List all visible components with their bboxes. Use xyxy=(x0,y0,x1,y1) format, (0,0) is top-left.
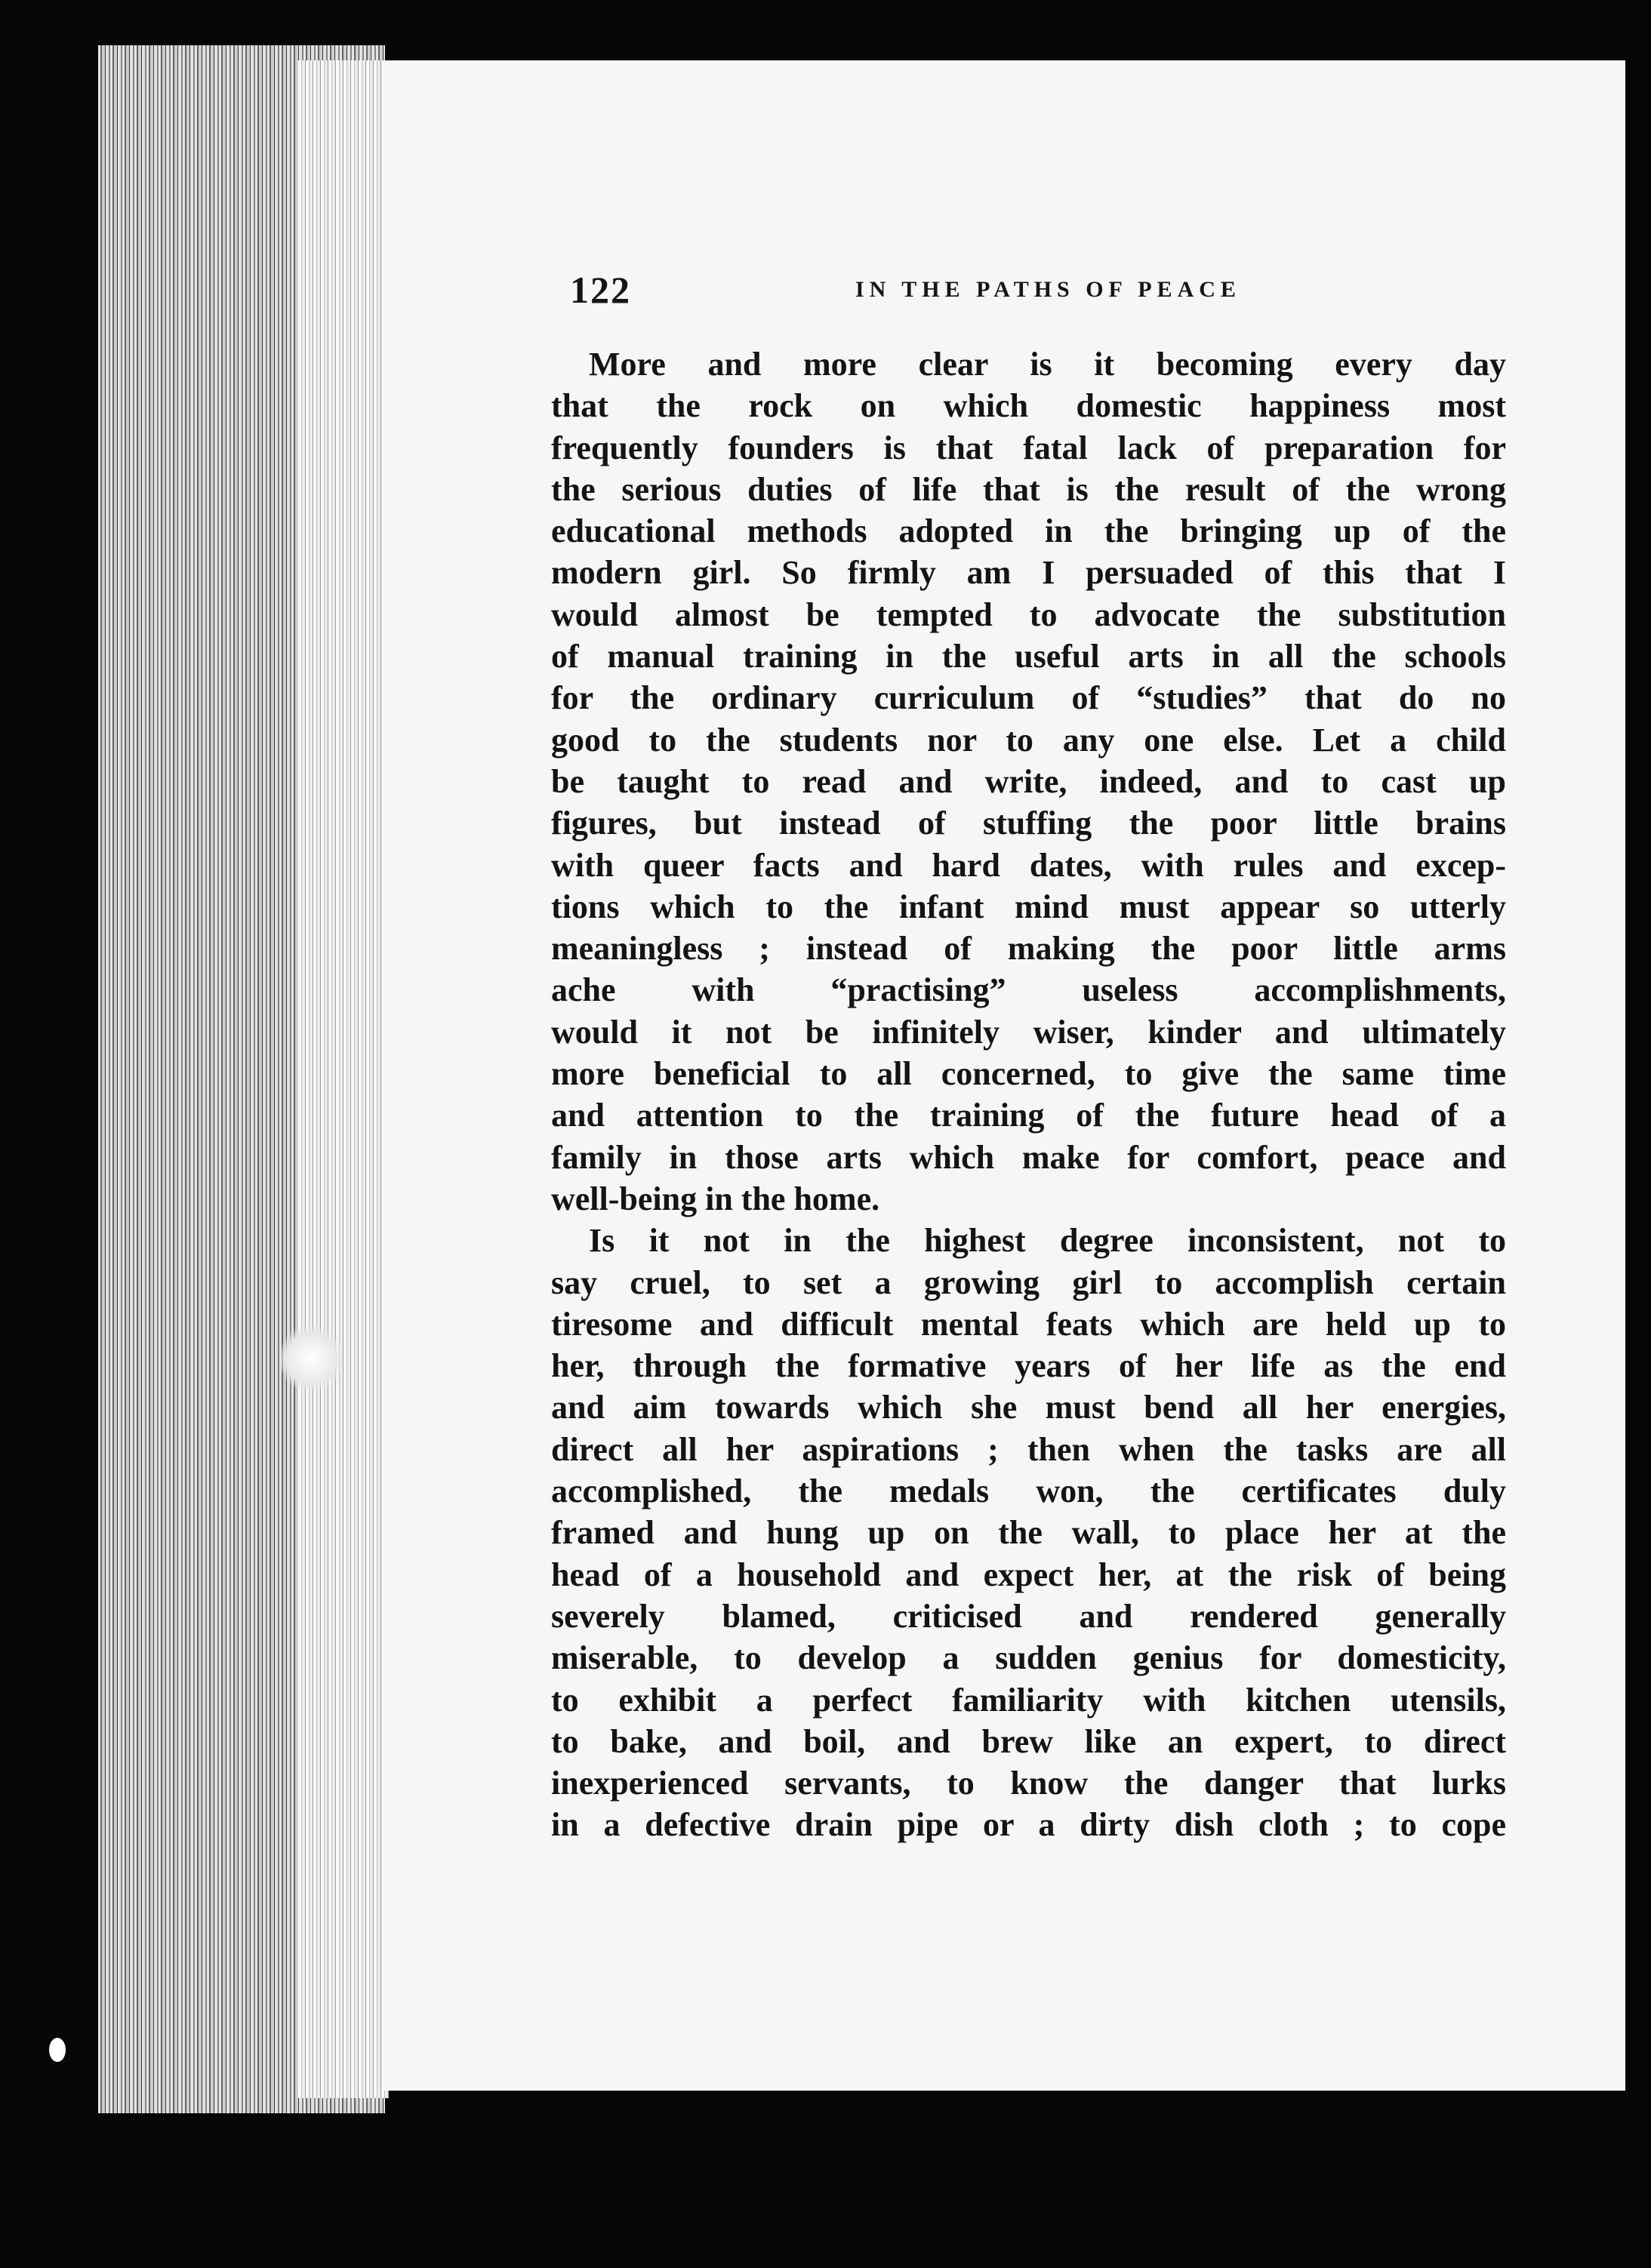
text-line: would it not be infinitely wiser, kinder and ultimately xyxy=(551,1013,1506,1051)
text-line: framed and hung up on the wall, to place her at the xyxy=(551,1514,1506,1552)
text-line: for the ordinary curriculum of “studies” that do no xyxy=(551,679,1506,717)
text-line: figures, but instead of stuffing the poor little brains xyxy=(551,805,1506,842)
text-line: head of a household and expect her, at the risk of being xyxy=(551,1556,1506,1593)
text-line: the serious duties of life that is the result of the wrong xyxy=(551,470,1506,508)
text-line: in a defective drain pipe or a dirty dish cloth ; to cope xyxy=(551,1806,1506,1844)
book-page-edges-inner xyxy=(298,60,389,2098)
text-line: and aim towards which she must bend all her energies, xyxy=(551,1389,1506,1426)
text-line: and attention to the training of the future head of a xyxy=(551,1097,1506,1134)
text-line: well-being in the home. xyxy=(551,1180,880,1217)
text-line: tiresome and difficult mental feats which are held up to xyxy=(551,1305,1506,1343)
text-line: severely blamed, criticised and rendered generally xyxy=(551,1597,1506,1635)
text-line: ache with “practising” useless accomplishments, xyxy=(551,971,1506,1009)
text-line: to bake, and boil, and brew like an expert, to direct xyxy=(551,1722,1506,1760)
text-line: meaningless ; instead of making the poor little arms xyxy=(551,930,1506,968)
text-line: Is it not in the highest degree inconsistent, not to xyxy=(589,1222,1506,1260)
text-line: be taught to read and write, indeed, and to cast up xyxy=(551,762,1506,800)
text-line: more beneficial to all concerned, to give the same time xyxy=(551,1055,1506,1093)
ink-blot xyxy=(49,2038,66,2062)
text-line: good to the students nor to any one else. Let a child xyxy=(551,721,1506,759)
text-line: say cruel, to set a growing girl to accomplish certain xyxy=(551,1263,1506,1301)
running-head: IN THE PATHS OF PEACE xyxy=(855,277,1241,302)
text-line: modern girl. So firmly am I persuaded of this that I xyxy=(551,554,1506,592)
text-line: of manual training in the useful arts in all the schools xyxy=(551,638,1506,675)
text-line: with queer facts and hard dates, with rules and excep- xyxy=(551,846,1506,884)
text-line: educational methods adopted in the bringing up of the xyxy=(551,512,1506,550)
page-number: 122 xyxy=(570,269,631,311)
text-line: accomplished, the medals won, the certificates duly xyxy=(551,1473,1506,1510)
text-line: to exhibit a perfect familiarity with kitchen utensils, xyxy=(551,1681,1506,1719)
text-line: would almost be tempted to advocate the substitution xyxy=(551,595,1506,633)
text-line: More and more clear is it becoming every day xyxy=(589,346,1506,383)
text-line: family in those arts which make for comfort, peace and xyxy=(551,1138,1506,1176)
page-smudge xyxy=(281,1325,341,1392)
text-line: miserable, to develop a sudden genius for domesticity, xyxy=(551,1639,1506,1677)
text-line: inexperienced servants, to know the danger that lurks xyxy=(551,1765,1506,1802)
text-line: that the rock on which domestic happiness most xyxy=(551,387,1506,425)
text-line: tions which to the infant mind must appear so utterly xyxy=(551,888,1506,925)
text-line: direct all her aspirations ; then when the tasks are all xyxy=(551,1430,1506,1468)
page-header xyxy=(570,268,1499,313)
text-line: her, through the formative years of her life as the end xyxy=(551,1347,1506,1385)
body-text xyxy=(551,343,1506,1846)
text-line: frequently founders is that fatal lack of preparation for xyxy=(551,429,1506,466)
